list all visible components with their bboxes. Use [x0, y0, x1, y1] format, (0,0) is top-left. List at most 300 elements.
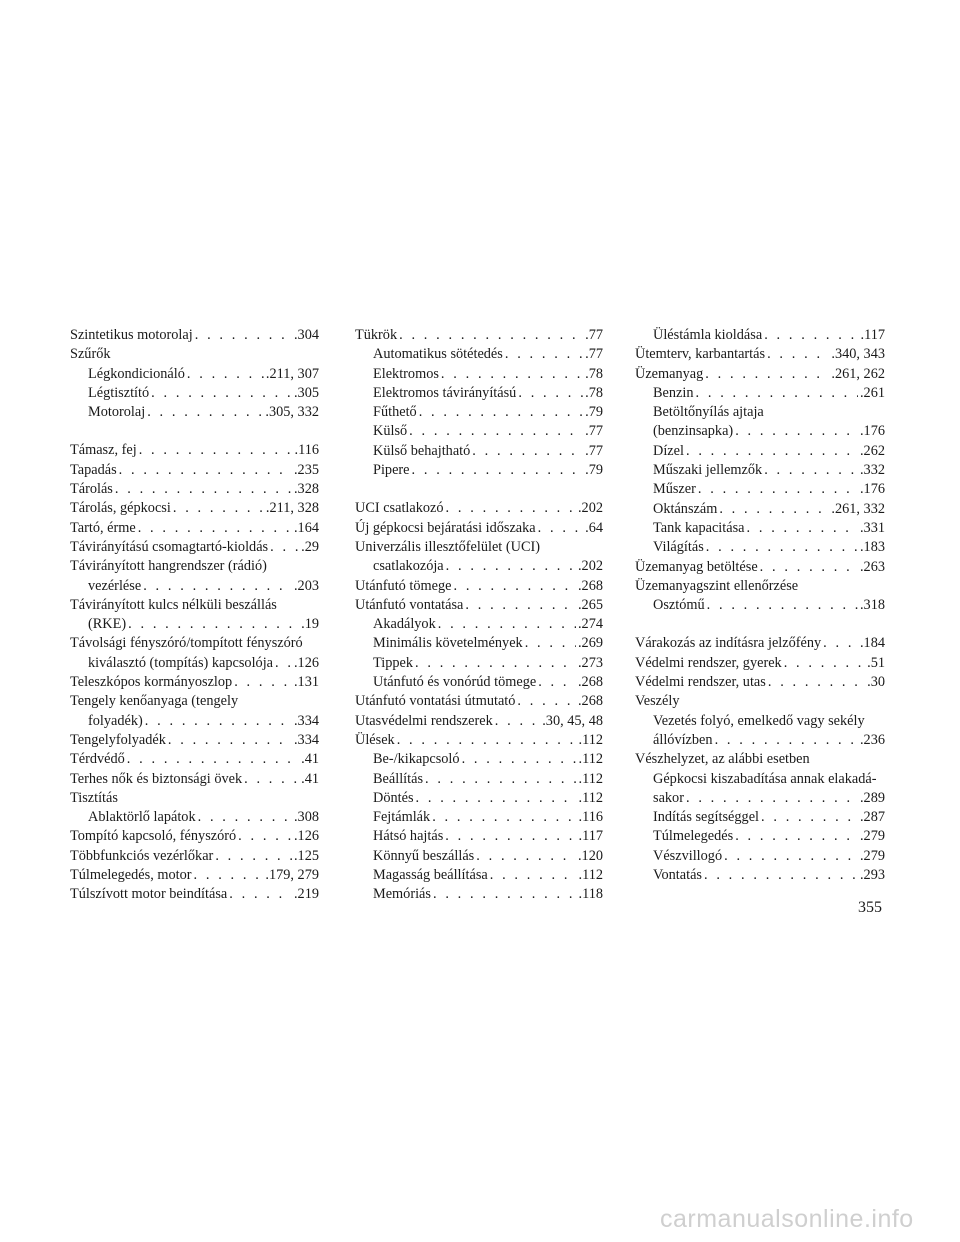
dot-leader	[704, 866, 858, 885]
index-entry	[355, 789, 603, 808]
entry-term: vezérlése	[88, 577, 142, 594]
entry-pages: .293	[859, 867, 885, 884]
index-entry	[635, 731, 885, 750]
dot-leader	[761, 808, 858, 827]
index-entry	[70, 847, 319, 866]
dot-leader	[397, 731, 577, 750]
entry-pages: .289	[859, 789, 885, 806]
entry-pages: .125	[293, 847, 319, 864]
index-entry	[635, 789, 885, 808]
dot-leader	[764, 326, 858, 345]
index-entry	[635, 500, 885, 519]
dot-leader	[686, 442, 858, 461]
entry-pages: .29	[301, 538, 319, 555]
dot-leader	[747, 519, 858, 538]
dot-leader	[147, 403, 263, 422]
index-entry	[70, 750, 319, 769]
index-heading: Távolsági fényszóró/tompított fényszóró	[70, 635, 303, 652]
entry-pages: .41	[301, 770, 319, 787]
index-entry	[70, 365, 319, 384]
dot-leader	[438, 615, 576, 634]
entry-term: Be-/kikapcsoló	[373, 751, 460, 768]
index-entry	[355, 866, 603, 885]
index-heading: Üzemanyagszint ellenőrzése	[635, 577, 799, 594]
index-entry	[355, 345, 603, 364]
dot-leader	[425, 770, 576, 789]
entry-term: Terhes nők és biztonsági övek	[70, 770, 243, 787]
index-entry	[70, 885, 319, 904]
entry-pages: .279	[859, 847, 885, 864]
entry-term: Vontatás	[653, 867, 702, 884]
dot-leader	[735, 827, 858, 846]
dot-leader	[764, 461, 858, 480]
dot-leader	[705, 365, 829, 384]
index-entry	[355, 885, 603, 904]
entry-pages: .332	[859, 462, 885, 479]
dot-leader	[419, 403, 583, 422]
entry-pages: .202	[577, 500, 603, 517]
index-entry	[635, 827, 885, 846]
dot-leader	[238, 827, 292, 846]
index-heading: Betöltőnyílás ajtaja	[653, 404, 764, 421]
entry-pages: .77	[585, 442, 603, 459]
entry-pages: .79	[585, 404, 603, 421]
index-entry	[355, 827, 603, 846]
dot-leader	[518, 384, 583, 403]
entry-pages: .30, 45, 48	[542, 712, 603, 729]
index-entry	[70, 731, 319, 750]
dot-leader	[538, 673, 576, 692]
entry-term: UCI csatlakozó	[355, 500, 444, 517]
entry-term: Osztómű	[653, 597, 705, 614]
entry-term: Tapadás	[70, 461, 117, 478]
entry-term: Tippek	[373, 654, 413, 671]
dot-leader	[145, 712, 292, 731]
index-entry	[355, 557, 603, 576]
dot-leader	[128, 615, 299, 634]
entry-pages: .269	[577, 635, 603, 652]
entry-term: Külső behajtható	[373, 442, 471, 459]
entry-term: Tompító kapcsoló, fényszóró	[70, 828, 237, 845]
entry-pages: .304	[293, 327, 319, 343]
dot-leader	[432, 808, 576, 827]
entry-term: Ülések	[355, 731, 395, 748]
index-entry	[70, 441, 319, 460]
entry-pages: .30	[867, 674, 885, 691]
entry-term: Elektromos távirányítású	[373, 384, 517, 401]
entry-term: Dízel	[653, 442, 684, 459]
index-heading: Gépkocsi kiszabadítása annak elakadá-	[653, 770, 877, 787]
entry-pages: .176	[859, 481, 885, 498]
index-entry	[355, 403, 603, 422]
index-entry	[355, 673, 603, 692]
dot-leader	[490, 866, 577, 885]
entry-term: Vészvillogó	[653, 847, 723, 864]
entry-pages: .112	[578, 731, 603, 748]
dot-leader	[187, 365, 264, 384]
entry-pages: .331	[859, 519, 885, 536]
entry-term: Utánfutó tömege	[355, 577, 452, 594]
entry-term: Automatikus sötétedés	[373, 346, 503, 363]
entry-term: Védelmi rendszer, gyerek	[635, 654, 782, 671]
index-entry	[355, 499, 603, 518]
index-entry	[355, 712, 603, 731]
entry-term: folyadék)	[88, 712, 143, 729]
entry-term: Elektromos	[373, 365, 439, 382]
index-entry	[70, 519, 319, 538]
entry-term: Utánfutó vontatása	[355, 596, 464, 613]
dot-leader	[433, 885, 577, 904]
index-entry	[635, 442, 885, 461]
entry-term: Tartó, érme	[70, 519, 136, 536]
index-entry	[355, 422, 603, 441]
entry-term: Távirányítású csomagtartó-kioldás	[70, 538, 269, 555]
index-heading: Szűrők	[70, 346, 111, 363]
entry-pages: .179, 279	[265, 867, 319, 884]
entry-term: Memóriás	[373, 886, 431, 903]
dot-leader	[698, 480, 858, 499]
watermark: carmanualsonline.info	[660, 1205, 914, 1233]
entry-pages: .78	[585, 384, 603, 401]
dot-leader	[453, 577, 575, 596]
entry-term: kiválasztó (tompítás) kapcsolója	[88, 654, 274, 671]
entry-pages: .268	[577, 693, 603, 710]
index-entry	[70, 326, 319, 345]
entry-term: Új gépkocsi bejáratási időszaka	[355, 519, 536, 536]
entry-term: Támasz, fej	[70, 442, 137, 459]
dot-leader	[767, 345, 829, 364]
entry-pages: .328	[293, 481, 319, 498]
index-entry	[355, 365, 603, 384]
entry-term: Tárolás, gépkocsi	[70, 500, 171, 517]
entry-pages: .211, 307	[265, 365, 319, 382]
entry-pages: .274	[577, 616, 603, 633]
dot-leader	[706, 538, 858, 557]
index-entry	[70, 384, 319, 403]
index-entry	[70, 480, 319, 499]
entry-pages: .164	[293, 519, 319, 536]
dot-leader	[525, 634, 576, 653]
dot-leader	[784, 654, 865, 673]
entry-term: Üzemanyag	[635, 365, 704, 382]
index-entry	[355, 384, 603, 403]
index-heading: Tengely kenőanyaga (tengely	[70, 693, 239, 710]
entry-pages: .235	[293, 461, 319, 478]
entry-term: Döntés	[373, 789, 414, 806]
index-entry	[635, 596, 885, 615]
entry-pages: .202	[577, 558, 603, 575]
entry-pages: .211, 328	[265, 500, 319, 517]
entry-pages: .334	[293, 712, 319, 729]
entry-pages: .126	[293, 828, 319, 845]
dot-leader	[234, 673, 292, 692]
entry-pages: .268	[577, 577, 603, 594]
index-entry	[70, 866, 319, 885]
dot-leader	[244, 770, 299, 789]
entry-pages: .41	[301, 751, 319, 768]
index-entry	[635, 866, 885, 885]
entry-pages: .279	[859, 828, 885, 845]
dot-leader	[215, 847, 292, 866]
page-number: 355	[858, 899, 882, 916]
entry-term: Akadályok	[373, 616, 436, 633]
entry-term: Hátsó hajtás	[373, 828, 444, 845]
entry-term: Térdvédő	[70, 751, 125, 768]
entry-term: Benzin	[653, 384, 694, 401]
entry-term: Beállítás	[373, 770, 424, 787]
entry-pages: .262	[859, 442, 885, 459]
dot-leader	[412, 461, 584, 480]
dot-leader	[472, 442, 583, 461]
entry-term: Könnyű beszállás	[373, 847, 475, 864]
entry-pages: .340, 343	[831, 346, 885, 363]
index-entry	[355, 731, 603, 750]
entry-term: Légkondicionáló	[88, 365, 185, 382]
entry-pages: .77	[585, 346, 603, 363]
entry-pages: .318	[859, 597, 885, 614]
dot-leader	[823, 634, 858, 653]
index-entry	[635, 654, 885, 673]
index-entry	[355, 577, 603, 596]
entry-pages: .261, 262	[831, 365, 885, 382]
entry-pages: .64	[585, 519, 603, 536]
entry-term: Műszaki jellemzők	[653, 462, 763, 479]
entry-term: Minimális követelmények	[373, 635, 523, 652]
dot-leader	[696, 384, 858, 403]
index-entry	[355, 750, 603, 769]
index-entry	[635, 847, 885, 866]
index-entry	[70, 827, 319, 846]
index-entry	[70, 654, 319, 673]
index-entry	[355, 596, 603, 615]
entry-pages: .273	[577, 654, 603, 671]
dot-leader	[195, 326, 292, 345]
index-heading: Tisztítás	[70, 789, 118, 806]
index-entry	[355, 461, 603, 480]
index-column-1	[70, 326, 319, 905]
dot-leader	[446, 557, 576, 576]
index-entry	[635, 634, 885, 653]
entry-pages: .120	[577, 847, 603, 864]
entry-term: Oktánszám	[653, 500, 718, 517]
entry-pages: .268	[577, 674, 603, 691]
index-entry	[355, 770, 603, 789]
entry-pages: .219	[293, 886, 319, 903]
entry-term: Üzemanyag betöltése	[635, 558, 758, 575]
dot-leader	[229, 885, 292, 904]
dot-leader	[445, 827, 576, 846]
entry-term: Külső	[373, 423, 408, 440]
entry-term: Üléstámla kioldása	[653, 327, 763, 343]
entry-pages: .112	[578, 789, 603, 806]
index-entry	[635, 808, 885, 827]
entry-term: Várakozás az indításra jelzőfény	[635, 635, 822, 652]
entry-term: Fűthető	[373, 404, 417, 421]
index-entry	[635, 538, 885, 557]
entry-pages: .308	[293, 809, 319, 826]
dot-leader	[505, 345, 583, 364]
entry-pages: .261, 332	[831, 500, 885, 517]
index-column-2	[355, 326, 603, 905]
entry-pages: .126	[293, 654, 319, 671]
dot-leader	[476, 847, 576, 866]
index-entry	[70, 403, 319, 422]
entry-pages: .79	[585, 462, 603, 479]
dot-leader	[719, 500, 829, 519]
dot-leader	[686, 789, 858, 808]
dot-leader	[409, 422, 583, 441]
entry-pages: .118	[578, 886, 603, 903]
entry-pages: .183	[859, 539, 885, 556]
entry-pages: .261	[859, 384, 885, 401]
entry-term: Szintetikus motorolaj	[70, 327, 193, 343]
index-entry	[70, 538, 319, 557]
dot-leader	[143, 577, 292, 596]
entry-pages: .131	[293, 674, 319, 691]
dot-leader	[768, 673, 865, 692]
dot-leader	[415, 654, 576, 673]
entry-pages: .236	[859, 731, 885, 748]
entry-term: Műszer	[653, 481, 696, 498]
entry-term: Tengelyfolyadék	[70, 731, 166, 748]
index-heading: Távirányított kulcs nélküli beszállás	[70, 596, 277, 613]
dot-leader	[139, 441, 293, 460]
dot-leader	[462, 750, 577, 769]
dot-leader	[399, 326, 583, 345]
index-heading: Távirányított hangrendszer (rádió)	[70, 558, 267, 575]
dot-leader	[760, 558, 858, 577]
dot-leader	[127, 750, 299, 769]
index-entry	[355, 634, 603, 653]
entry-term: Légtisztító	[88, 384, 150, 401]
index-entry	[70, 615, 319, 634]
entry-pages: .287	[859, 809, 885, 826]
entry-pages: .112	[578, 751, 603, 768]
index-column-3	[635, 326, 885, 885]
dot-leader	[173, 499, 264, 518]
index-entry	[635, 345, 885, 364]
entry-pages: .77	[585, 423, 603, 440]
entry-pages: .78	[585, 365, 603, 382]
dot-leader	[270, 538, 299, 557]
entry-term: Ütemterv, karbantartás	[635, 346, 766, 363]
index-heading: Veszély	[635, 693, 680, 710]
entry-term: Indítás segítséggel	[653, 809, 760, 826]
dot-leader	[275, 654, 292, 673]
entry-pages: .116	[294, 442, 319, 459]
entry-pages: .117	[578, 828, 603, 845]
index-entry	[635, 461, 885, 480]
index-entry	[635, 673, 885, 692]
index-entry	[70, 673, 319, 692]
index-entry	[635, 519, 885, 538]
entry-pages: .305	[293, 384, 319, 401]
index-entry	[635, 422, 885, 441]
dot-leader	[441, 365, 583, 384]
dot-leader	[115, 480, 292, 499]
entry-term: Magasság beállítása	[373, 867, 488, 884]
dot-leader	[495, 712, 540, 731]
entry-pages: .116	[578, 809, 603, 826]
entry-term: Tank kapacitása	[653, 519, 745, 536]
entry-term: Túlmelegedés, motor	[70, 867, 192, 884]
index-entry	[355, 692, 603, 711]
entry-term: Többfunkciós vezérlőkar	[70, 847, 214, 864]
entry-term: Világítás	[653, 539, 704, 556]
entry-term: Utasvédelmi rendszerek	[355, 712, 493, 729]
dot-leader	[446, 499, 576, 518]
dot-leader	[119, 461, 292, 480]
dot-leader	[724, 847, 858, 866]
entry-pages: .265	[577, 596, 603, 613]
entry-term: Tárolás	[70, 481, 113, 498]
index-entry	[355, 442, 603, 461]
entry-term: (RKE)	[88, 616, 127, 633]
index-entry	[355, 808, 603, 827]
entry-pages: .77	[585, 327, 603, 343]
index-entry	[635, 384, 885, 403]
index-entry	[70, 712, 319, 731]
entry-pages: .176	[859, 423, 885, 440]
entry-term: (benzinsapka)	[653, 423, 734, 440]
entry-term: sakor	[653, 789, 684, 806]
entry-term: csatlakozója	[373, 558, 444, 575]
index-entry	[70, 461, 319, 480]
dot-leader	[735, 422, 858, 441]
index-entry	[70, 499, 319, 518]
entry-term: Pipere	[373, 462, 410, 479]
dot-leader	[194, 866, 264, 885]
index-heading: Vészhelyzet, az alábbi esetben	[635, 751, 810, 768]
entry-pages: .263	[859, 558, 885, 575]
index-entry	[635, 558, 885, 577]
entry-term: Túlmelegedés	[653, 828, 734, 845]
dot-leader	[517, 692, 576, 711]
index-entry	[355, 654, 603, 673]
entry-term: Fejtámlák	[373, 809, 431, 826]
dot-leader	[707, 596, 858, 615]
index-entry	[635, 365, 885, 384]
entry-pages: .117	[860, 327, 885, 343]
entry-pages: .112	[578, 770, 603, 787]
index-entry	[355, 615, 603, 634]
dot-leader	[168, 731, 292, 750]
entry-term: Túlszívott motor beindítása	[70, 886, 228, 903]
index-entry	[635, 326, 885, 345]
index-entry	[355, 326, 603, 345]
entry-term: Utánfutó és vonórúd tömege	[373, 674, 537, 691]
entry-pages: .334	[293, 731, 319, 748]
dot-leader	[715, 731, 858, 750]
entry-pages: .305, 332	[265, 404, 319, 421]
entry-term: Teleszkópos kormányoszlop	[70, 674, 233, 691]
entry-pages: .203	[293, 577, 319, 594]
entry-pages: .112	[578, 867, 603, 884]
index-entry	[70, 808, 319, 827]
dot-leader	[151, 384, 292, 403]
entry-term: Tükrök	[355, 327, 398, 343]
index-entry	[70, 770, 319, 789]
entry-term: Motorolaj	[88, 404, 146, 421]
index-entry	[355, 847, 603, 866]
entry-pages: .19	[301, 616, 319, 633]
index-entry	[635, 480, 885, 499]
dot-leader	[538, 519, 583, 538]
index-entry	[355, 519, 603, 538]
entry-term: Védelmi rendszer, utas	[635, 674, 766, 691]
entry-pages: .184	[859, 635, 885, 652]
entry-pages: .51	[867, 654, 885, 671]
